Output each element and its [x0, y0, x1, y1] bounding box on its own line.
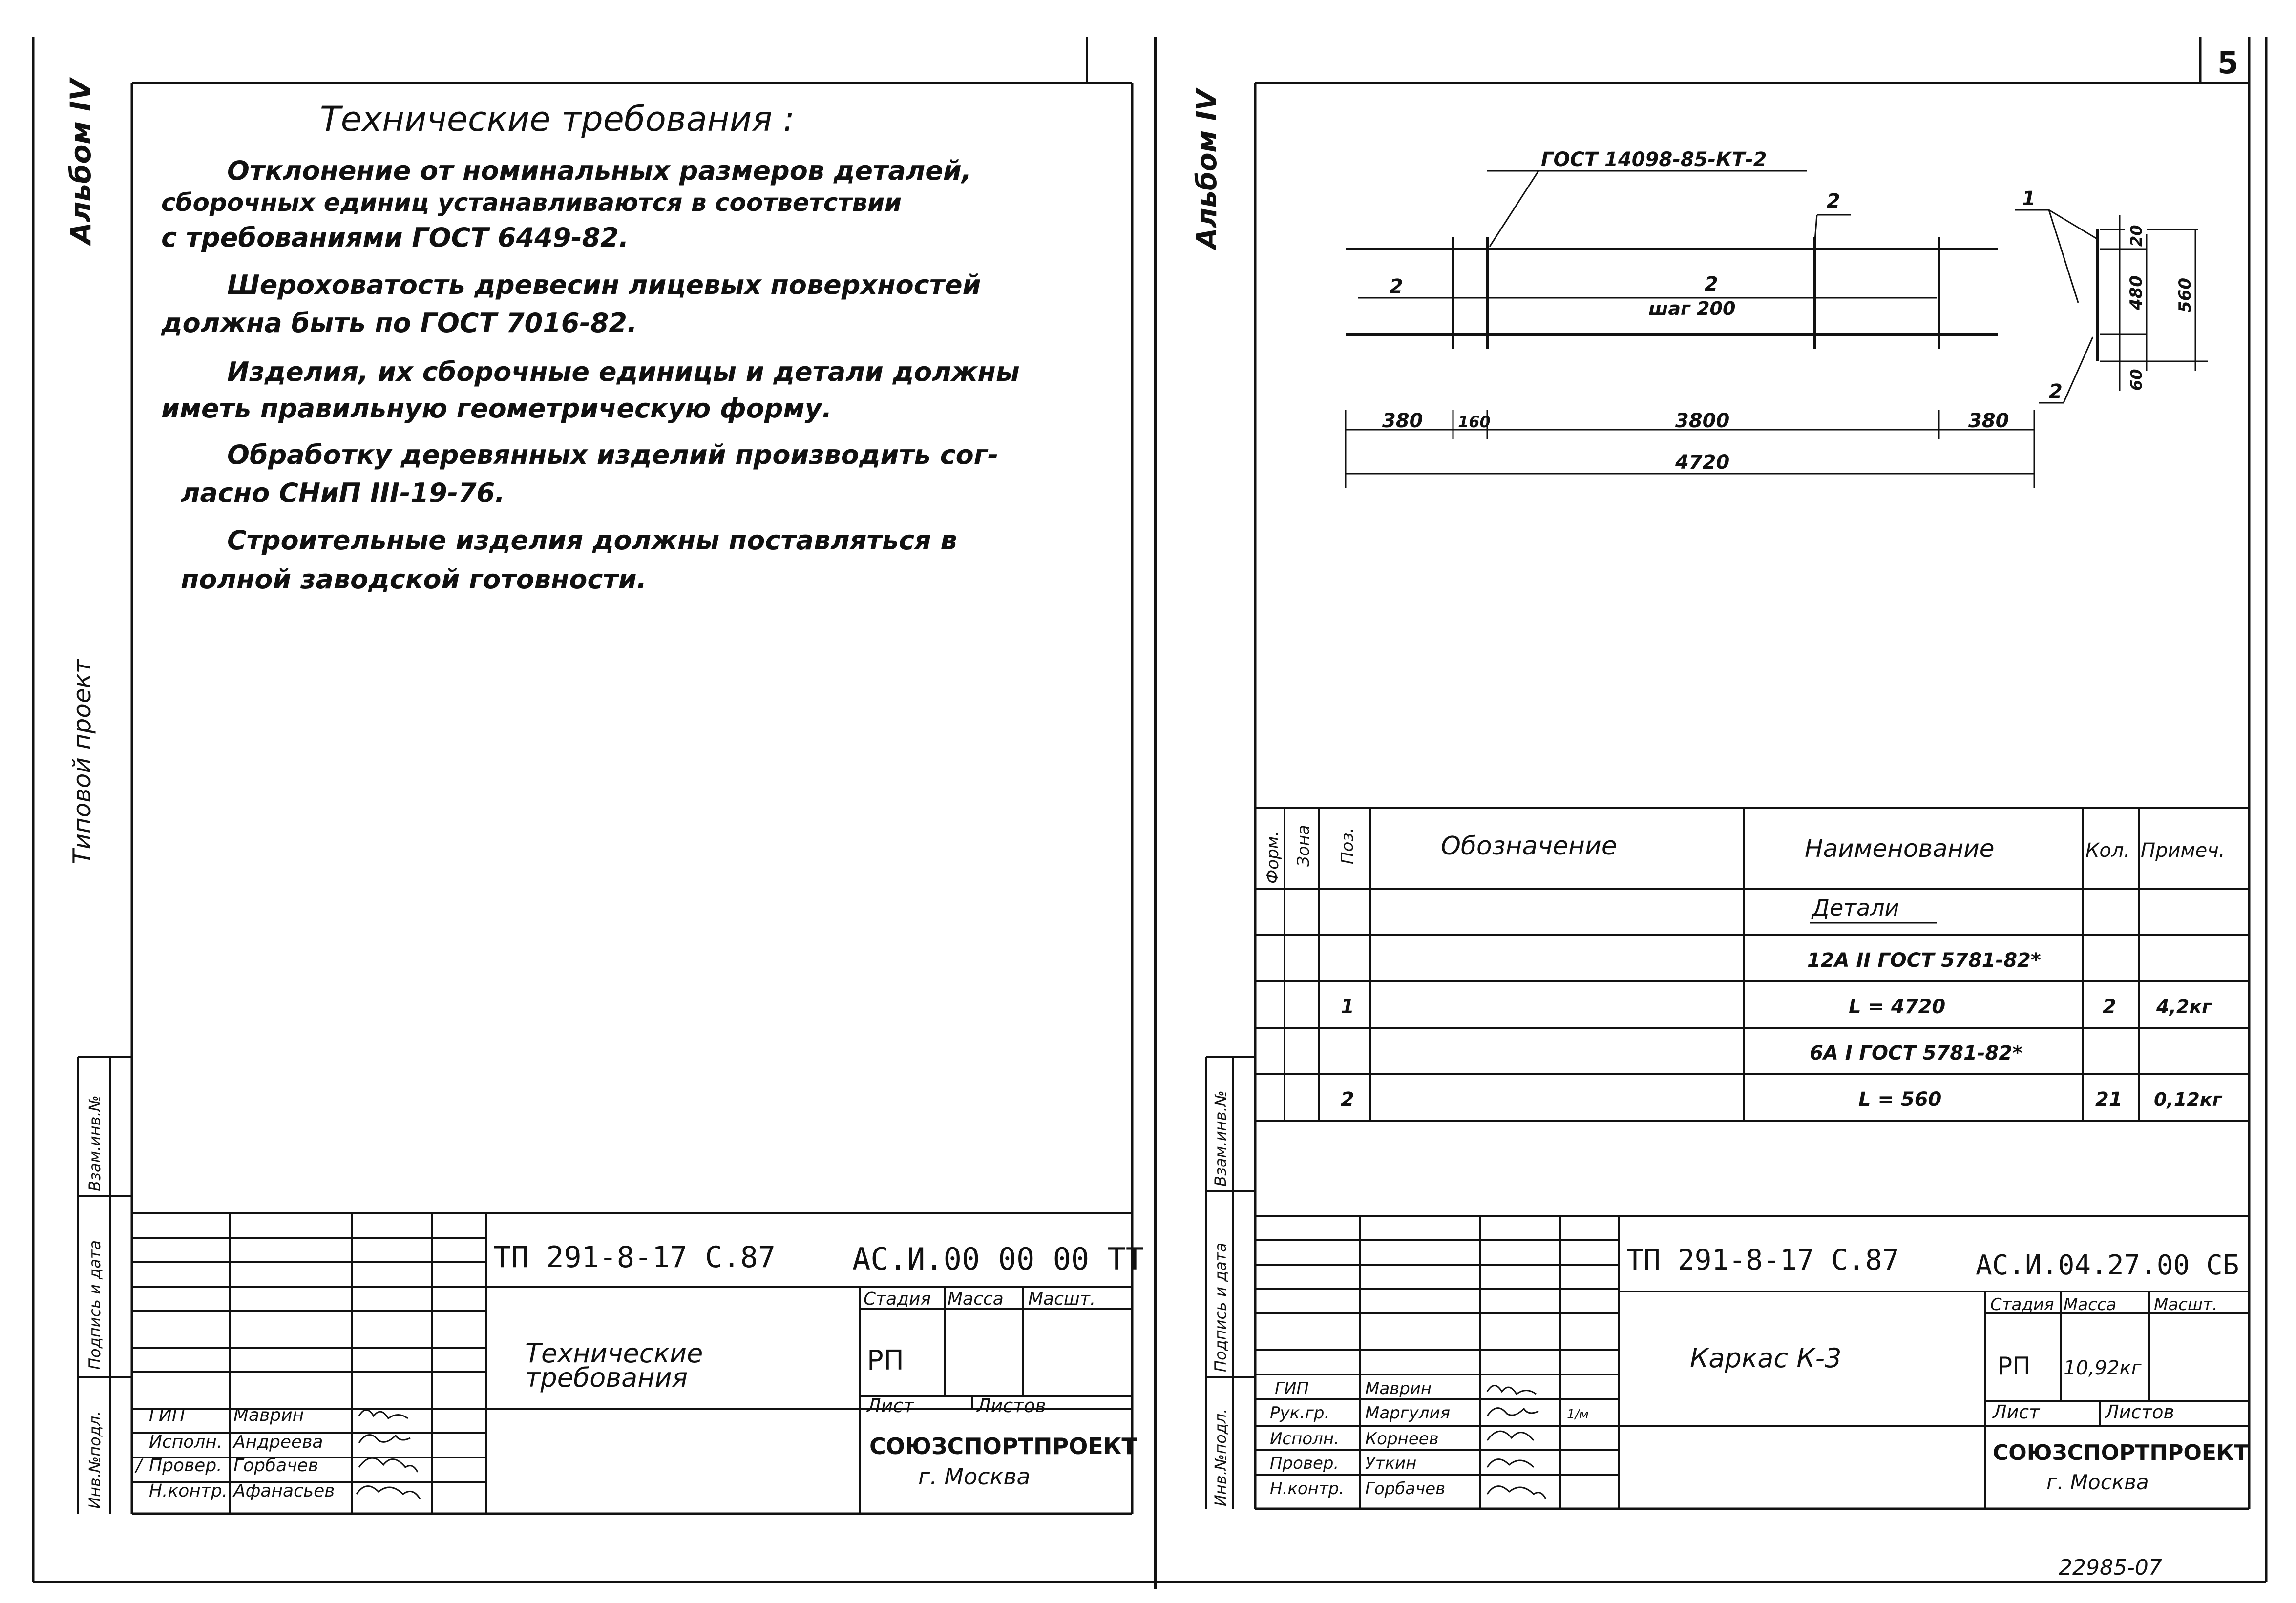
spec-table-rows [1341, 895, 2223, 1111]
row-note: 4,2кг [2156, 996, 2212, 1018]
role-ispoln: Исполн. [149, 1432, 223, 1452]
left-mass-label: Масса [948, 1289, 1004, 1309]
step-label: шаг 200 [1648, 298, 1736, 319]
right-sheet-label: Лист [1993, 1401, 2040, 1423]
left-city: г. Москва [918, 1463, 1031, 1490]
tech-line: ласно СНиП III-19-76. [181, 478, 505, 508]
name-nkontr: Афанасьев [233, 1481, 335, 1501]
right-sheet [1191, 37, 2249, 1580]
role-prover: Провер. [149, 1456, 222, 1476]
left-scale-label: Масшт. [1028, 1289, 1096, 1309]
dim-3800: 3800 [1675, 410, 1730, 432]
dim-160: 160 [1458, 413, 1491, 431]
name-gip: Маврин [1365, 1379, 1432, 1398]
row-pos: 1 [1341, 996, 1354, 1018]
name-ispoln: Корнеев [1365, 1429, 1439, 1449]
frame-drawing [1346, 171, 2208, 488]
pos-2-mid: 2 [1705, 273, 1718, 295]
left-stage-label: Стадия [864, 1289, 931, 1309]
right-project-code: ТП 291-8-17 С.87 [1626, 1243, 1899, 1276]
row-name: L = 4720 [1849, 996, 1946, 1018]
col-designation: Обозначение [1441, 832, 1617, 861]
right-signatures [1270, 1379, 1589, 1499]
right-doc-title: Каркас К-3 [1690, 1343, 1842, 1374]
right-stamp-inv: Инв.№подл. [1211, 1408, 1230, 1506]
row-name: L = 560 [1858, 1088, 1942, 1111]
right-inner-frame [1255, 37, 2249, 1509]
tech-line: Шероховатость древесин лицевых поверхностей [227, 270, 981, 300]
row-name: Детали [1812, 895, 1899, 921]
col-note: Примеч. [2141, 839, 2225, 862]
left-sheet [64, 77, 1144, 1514]
right-scale-label: Масшт. [2154, 1295, 2218, 1314]
left-stamp-inv: Инв.№подл. [85, 1411, 104, 1509]
right-stage-value: РП [1998, 1352, 2031, 1380]
right-sheets-label: Листов [2105, 1401, 2174, 1423]
drawing-labels [1382, 148, 2195, 474]
right-mass-label: Масса [2064, 1295, 2117, 1314]
margin-mark: / [136, 1456, 142, 1476]
role-nkontr: Н.контр. [1270, 1479, 1345, 1499]
row-qty: 21 [2095, 1088, 2123, 1111]
pos-2-top: 2 [1827, 190, 1840, 212]
left-stamp-replace: Взам.инв.№ [85, 1095, 104, 1191]
left-org: СОЮЗСПОРТПРОЕКТ [869, 1433, 1137, 1459]
left-doc-title-1: Технические [525, 1338, 703, 1369]
col-qty: Кол. [2085, 839, 2130, 862]
role-gip: ГИП [149, 1405, 186, 1425]
row-name: 12А II ГОСТ 5781-82* [1807, 949, 2041, 972]
left-doc-code: АС.И.00 00 00 ТТ [852, 1241, 1144, 1277]
left-handwritten-signatures [357, 1410, 420, 1499]
left-stage-value: РП [867, 1345, 904, 1376]
dim-4720: 4720 [1675, 451, 1730, 474]
dim-60: 60 [2127, 369, 2146, 391]
tech-heading: Технические требования : [320, 99, 795, 139]
name-nkontr: Горбачев [1365, 1479, 1446, 1499]
right-handwritten-signatures [1487, 1386, 1546, 1499]
right-mass-value: 10,92кг [2064, 1357, 2142, 1379]
tech-line: с требованиями ГОСТ 6449-82. [161, 222, 629, 253]
left-signatures [134, 1405, 335, 1501]
left-project-code: ТП 291-8-17 С.87 [493, 1240, 776, 1274]
date-mark: 1/м [1567, 1407, 1589, 1422]
right-city: г. Москва [2046, 1470, 2149, 1494]
right-org: СОЮЗСПОРТПРОЕКТ [1993, 1440, 2249, 1465]
left-doc-title-2: требования [525, 1362, 688, 1393]
col-zone: Зона [1294, 825, 1313, 867]
name-ispoln: Андреева [233, 1432, 323, 1452]
pos-1-side: 1 [2022, 187, 2036, 210]
left-sheet-label: Лист [867, 1395, 914, 1416]
name-prover: Горбачев [233, 1456, 318, 1476]
right-stamp-replace: Взам.инв.№ [1211, 1090, 1230, 1187]
archive-number: 22985-07 [2059, 1555, 2162, 1580]
weld-note: ГОСТ 14098-85-КТ-2 [1541, 148, 1767, 171]
dim-380-left: 380 [1382, 410, 1423, 432]
tech-line: Обработку деревянных изделий производить сог- [227, 439, 999, 470]
left-stamp-sign: Подпись и дата [85, 1240, 104, 1370]
tech-line: должна быть по ГОСТ 7016-82. [161, 308, 637, 338]
tech-line: сборочных единиц устанавливаются в соответствии [161, 188, 902, 217]
row-qty: 2 [2103, 996, 2116, 1018]
dim-20: 20 [2127, 225, 2146, 247]
col-name: Наименование [1805, 834, 1995, 863]
left-sheets-label: Листов [977, 1395, 1046, 1416]
dim-380-right: 380 [1968, 410, 2009, 432]
tech-line: Изделия, их сборочные единицы и детали должны [227, 356, 1020, 387]
role-gip: ГИП [1275, 1379, 1309, 1398]
role-prover: Провер. [1270, 1454, 1339, 1473]
col-form: Форм. [1263, 831, 1283, 884]
pos-2-side: 2 [2049, 380, 2063, 403]
left-album-label: Альбом IV [64, 79, 97, 244]
col-pos: Поз. [1338, 827, 1357, 864]
role-ispoln: Исполн. [1270, 1429, 1339, 1449]
right-doc-code: АС.И.04.27.00 СБ [1976, 1249, 2239, 1281]
name-prover: Уткин [1365, 1454, 1417, 1473]
dim-480: 480 [2127, 275, 2146, 310]
tech-line: полной заводской готовности. [181, 564, 647, 595]
pos-2-left: 2 [1390, 275, 1403, 298]
name-gip: Маврин [233, 1405, 304, 1425]
row-name: 6А I ГОСТ 5781-82* [1810, 1042, 2023, 1064]
right-stage-label: Стадия [1990, 1295, 2054, 1314]
tech-line: иметь правильную геометрическую форму. [161, 393, 832, 424]
page-number: 5 [2217, 45, 2239, 81]
name-rukgr: Маргулия [1365, 1403, 1451, 1423]
left-project-label: Типовой проект [68, 659, 96, 864]
row-note: 0,12кг [2154, 1089, 2222, 1110]
role-nkontr: Н.контр. [149, 1481, 228, 1501]
right-stamp-sign: Подпись и дата [1211, 1242, 1230, 1372]
tech-line: Строительные изделия должны поставляться в [227, 525, 957, 556]
row-pos: 2 [1341, 1088, 1354, 1111]
dim-560: 560 [2175, 278, 2195, 312]
right-album-label: Альбом IV [1191, 89, 1223, 249]
tech-line: Отклонение от номинальных размеров деталей, [227, 155, 972, 186]
role-rukgr: Рук.гр. [1270, 1403, 1330, 1423]
tech-requirements-body [161, 155, 1020, 595]
